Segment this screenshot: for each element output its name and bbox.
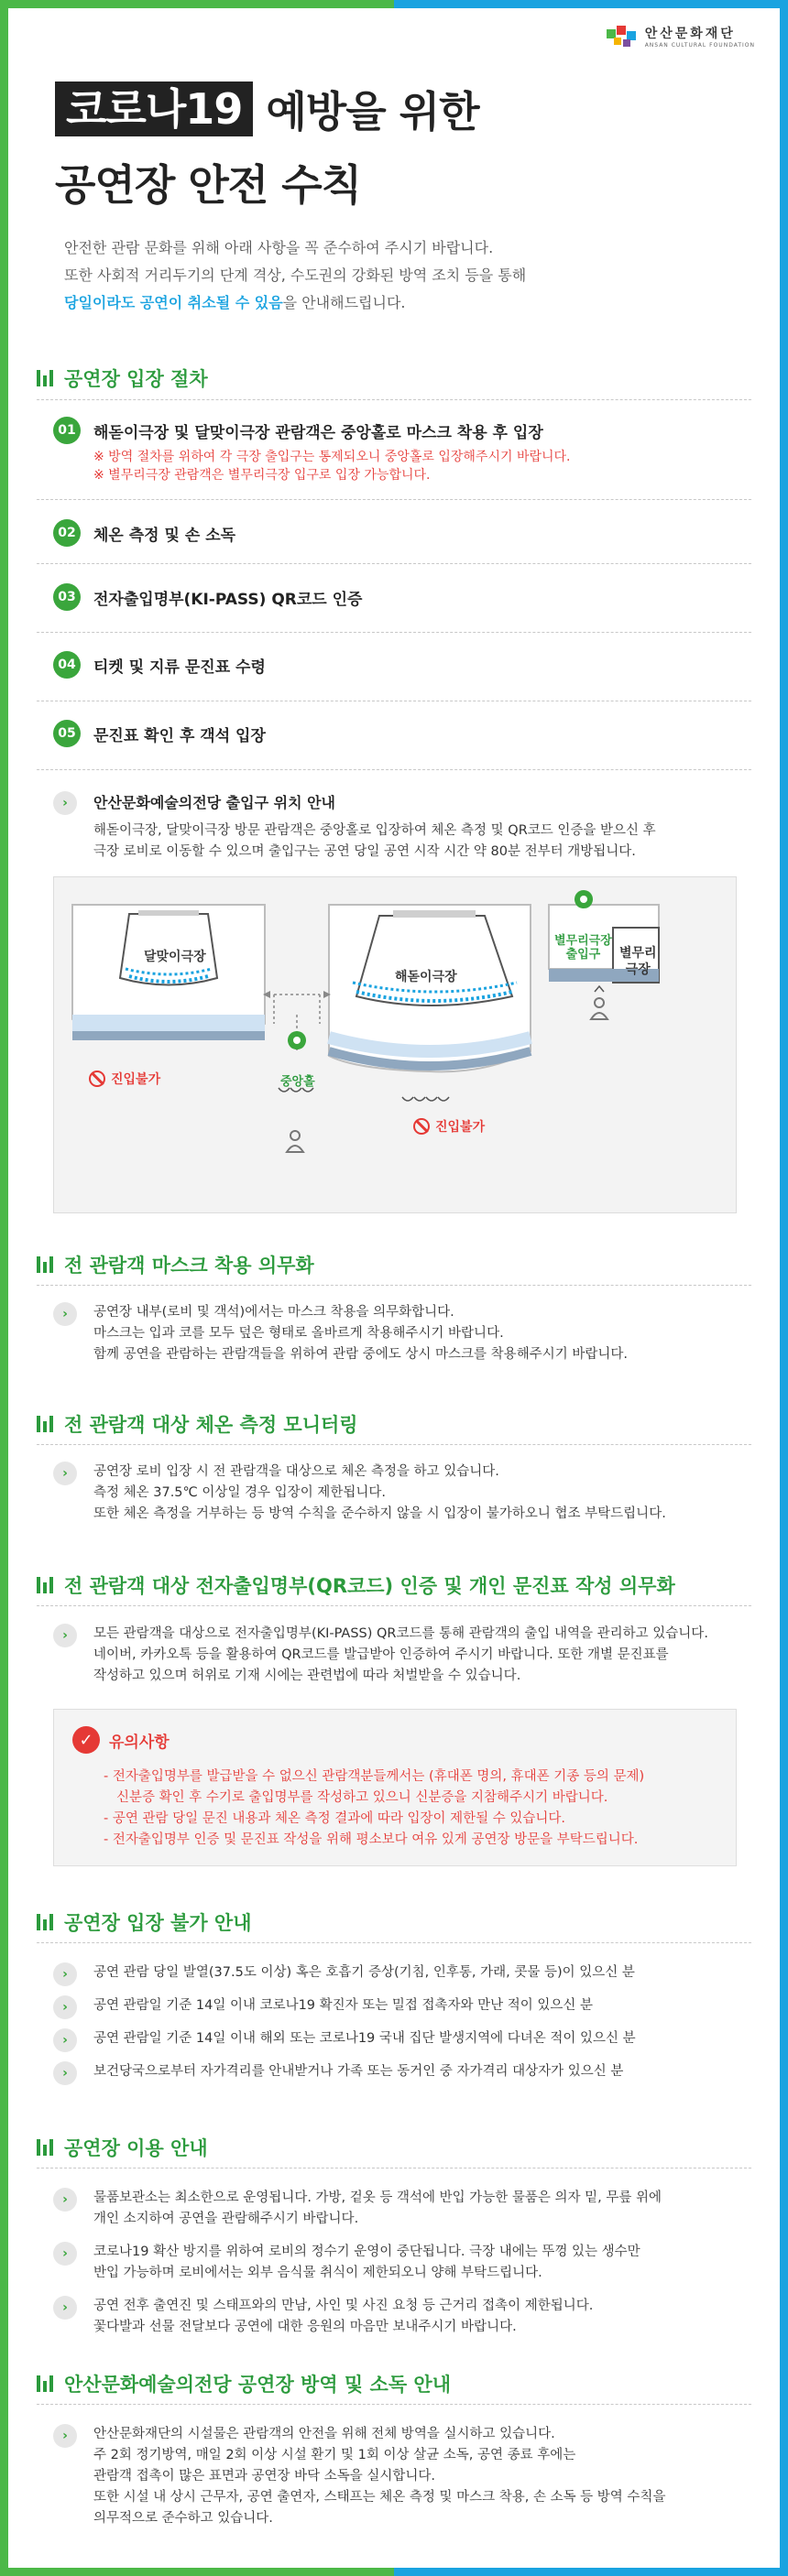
chevron-right-icon: › — [53, 1302, 77, 1326]
caution-list — [104, 1766, 644, 1851]
qr-line: 작성하고 있으며 허위로 기재 시에는 관련법에 따라 처벌받을 수 있습니다. — [93, 1668, 521, 1683]
step-1-note: ※ 별무리극장 관람객은 별무리극장 입구로 입장 가능합니다. — [93, 468, 431, 483]
map-byeolmuri-entrance-label: 별무리극장 — [554, 934, 612, 948]
map-byeolmuri-entrance — [554, 934, 612, 962]
usage-item — [53, 2188, 662, 2230]
step-5 — [53, 720, 266, 747]
section-title-text: 공연장 입장 불가 안내 — [64, 1912, 252, 1934]
chevron-right-icon: › — [53, 1962, 77, 1986]
temperature-item — [53, 1462, 666, 1525]
divider — [37, 632, 751, 633]
divider — [37, 769, 751, 770]
location-guide — [53, 791, 656, 863]
right-border — [780, 0, 788, 2576]
section-qr-title — [37, 1571, 675, 1599]
qr-line: 네이버, 카카오톡 등을 활용하여 QR코드를 발급받아 인증하여 주시기 바랍니다. 또한 개별 문진표를 — [93, 1647, 669, 1662]
location-title: 안산문화예술의전당 출입구 위치 안내 — [93, 794, 336, 811]
chevron-right-icon: › — [53, 2424, 77, 2448]
map-no-entry-left — [89, 1070, 160, 1088]
chevron-right-icon: › — [53, 1462, 77, 1485]
section-title-text: 전 관람객 대상 전자출입명부(QR코드) 인증 및 개인 문진표 작성 의무화 — [64, 1575, 675, 1597]
location-line: 해돋이극장, 달맞이극장 방문 관람객은 중앙홀로 입장하여 체온 측정 및 QR코드 인증을 받으신 후 — [93, 823, 656, 838]
caution-line: - 전자출입명부를 발급받을 수 없으신 관람객분들께서는 (휴대폰 명의, 휴대폰 기종 등의 문제) — [104, 1769, 645, 1784]
venue-floor-plan — [54, 877, 738, 1214]
step-number: 03 — [53, 583, 81, 611]
divider — [37, 499, 751, 500]
intro-line: 또한 사회적 거리두기의 단계 격상, 수도권의 강화된 방역 조치 등을 통해 — [64, 266, 527, 284]
denied-text: 공연 관람일 기준 14일 이내 코로나19 확진자 또는 밀접 접촉자와 만난 적이 있으신 분 — [93, 1998, 594, 2013]
caution-line: - 공연 관람 당일 문진 내용과 체온 측정 결과에 따라 입장이 제한될 수 있습니다. — [104, 1811, 565, 1826]
denied-text: 보건당국으로부터 자가격리를 안내받거나 가족 또는 동거인 중 자가격리 대상자가 있으신 분 — [93, 2064, 624, 2079]
caution-title: 유의사항 — [109, 1733, 170, 1752]
section-title-text: 전 관람객 대상 체온 측정 모니터링 — [64, 1414, 358, 1436]
left-border — [0, 0, 8, 2576]
chevron-right-icon: › — [53, 2028, 77, 2052]
map-haedoji-theater: 해돋이극장 — [395, 970, 457, 984]
usage-line: 코로나19 확산 방지를 위하여 로비의 정수기 운영이 중단됩니다. 극장 내에는 뚜껑 있는 생수만 — [93, 2244, 640, 2259]
chevron-right-icon: › — [53, 1624, 77, 1647]
map-byeolmuri-entrance-label: 출입구 — [565, 948, 601, 962]
logo-icon — [605, 22, 640, 49]
map-central-hall: 중앙홀 — [280, 1075, 315, 1089]
disinfection-line: 관람객 접촉이 많은 표면과 공연장 바닥 소독을 실시합니다. — [93, 2469, 436, 2484]
map-byeolmuri-theater — [619, 945, 657, 978]
step-label: 해돋이극장 및 달맞이극장 관람객은 중앙홀로 마스크 착용 후 입장 — [93, 423, 543, 442]
location-line: 극장 로비로 이동할 수 있으며 출입구는 공연 당일 공연 시작 시간 약 80분 전부터 개방됩니다. — [93, 844, 636, 859]
divider — [37, 563, 751, 564]
bar-chart-icon — [37, 1914, 53, 1930]
disinfection-item — [53, 2424, 665, 2529]
usage-line: 꽃다발과 선물 전달보다 공연에 대한 응원의 마음만 보내주시기 바랍니다. — [93, 2320, 517, 2334]
logo-name-en: ANSAN CULTURAL FOUNDATION — [644, 41, 755, 49]
step-1-note: ※ 방역 절차를 위하여 각 극장 출입구는 통제되오니 중앙홀로 입장해주시기 바랍니다. — [93, 450, 571, 464]
map-no-entry-center — [413, 1117, 485, 1136]
top-border — [0, 0, 788, 8]
no-entry-label: 진입불가 — [111, 1072, 161, 1087]
denied-item — [53, 1962, 635, 1986]
section-title-text: 안산문화예술의전당 공연장 방역 및 소독 안내 — [64, 2374, 451, 2396]
qr-item — [53, 1624, 708, 1687]
usage-line: 공연 전후 출연진 및 스태프와의 만남, 사인 및 사진 요청 등 근거리 접촉이 제한됩니다. — [93, 2299, 594, 2313]
mask-line: 함께 공연을 관람하는 관람객들을 위하여 관람 중에도 상시 마스크를 착용해주시기 바랍니다. — [93, 1347, 628, 1362]
step-number: 04 — [53, 651, 81, 679]
caution-box — [53, 1709, 737, 1866]
chevron-right-icon: › — [53, 2296, 77, 2320]
no-entry-icon — [89, 1071, 105, 1087]
bar-chart-icon — [37, 1577, 53, 1593]
bottom-border — [0, 2568, 788, 2576]
section-usage-title — [37, 2134, 208, 2161]
divider — [37, 399, 751, 400]
step-2 — [53, 519, 235, 547]
title-line1: 예방을 위한 — [266, 87, 479, 136]
no-entry-label: 진입불가 — [435, 1120, 486, 1135]
section-title-text: 전 관람객 마스크 착용 의무화 — [64, 1255, 314, 1277]
temperature-line: 측정 체온 37.5℃ 이상일 경우 입장이 제한됩니다. — [93, 1485, 386, 1500]
usage-line: 물품보관소는 최소한으로 운영됩니다. 가방, 겉옷 등 객석에 반입 가능한 물품은 의자 밑, 무릎 위에 — [93, 2190, 662, 2205]
denied-item — [53, 1995, 593, 2019]
bar-chart-icon — [37, 2375, 53, 2392]
logo-name-kr: 안산문화재단 — [644, 26, 736, 41]
section-denied-title — [37, 1908, 252, 1936]
section-disinfection-title — [37, 2370, 451, 2397]
intro-line: 안전한 관람 문화를 위해 아래 사항을 꼭 준수하여 주시기 바랍니다. — [64, 239, 494, 256]
chevron-right-icon: › — [53, 2242, 77, 2266]
step-label: 전자출입명부(KI-PASS) QR코드 인증 — [93, 590, 363, 609]
intro-line-rest: 을 안내해드립니다. — [282, 294, 406, 311]
step-label: 티켓 및 지류 문진표 수령 — [93, 658, 266, 677]
step-3 — [53, 583, 362, 611]
section-entry-title — [37, 364, 208, 392]
chevron-right-icon: › — [53, 2061, 77, 2085]
no-entry-icon — [413, 1118, 430, 1135]
temperature-line: 공연장 로비 입장 시 전 관람객을 대상으로 체온 측정을 하고 있습니다. — [93, 1464, 499, 1479]
qr-line: 모든 관람객을 대상으로 전자출입명부(KI-PASS) QR코드를 통해 관람객의 출입 내역을 관리하고 있습니다. — [93, 1626, 708, 1641]
disinfection-line: 안산문화재단의 시설물은 관람객의 안전을 위해 전체 방역을 실시하고 있습니다. — [93, 2427, 555, 2441]
page-title — [55, 79, 479, 212]
divider — [37, 2404, 751, 2405]
step-1 — [53, 417, 543, 444]
chevron-right-icon: › — [53, 1995, 77, 2019]
step-number: 02 — [53, 519, 81, 547]
denied-text: 공연 관람일 기준 14일 이내 해외 또는 코로나19 국내 집단 발생지역에 다녀온 적이 있으신 분 — [93, 2031, 636, 2046]
section-mask-title — [37, 1251, 314, 1278]
step-4 — [53, 651, 266, 679]
map-byeolmuri-label: 극장 — [625, 962, 651, 977]
mask-line: 공연장 내부(로비 및 객석)에서는 마스크 착용을 의무화합니다. — [93, 1305, 454, 1320]
section-title-text: 공연장 입장 절차 — [64, 368, 208, 390]
usage-line: 반입 가능하며 로비에서는 외부 음식물 취식이 제한되오니 양해 부탁드립니다. — [93, 2266, 542, 2280]
caution-line: - 전자출입명부 인증 및 문진표 작성을 위해 평소보다 여유 있게 공연장 방문을 부탁드립니다. — [104, 1832, 639, 1847]
cancel-warning: 당일이라도 공연이 취소될 수 있음 — [64, 294, 283, 311]
bar-chart-icon — [37, 1416, 53, 1432]
section-title-text: 공연장 이용 안내 — [64, 2137, 208, 2159]
bar-chart-icon — [37, 1256, 53, 1273]
bar-chart-icon — [37, 2139, 53, 2156]
section-temperature-title — [37, 1410, 358, 1438]
title-badge: 코로나19 — [55, 82, 253, 136]
map-byeolmuri-label: 별무리 — [619, 946, 657, 961]
denied-text: 공연 관람 당일 발열(37.5도 이상) 혹은 호흡기 증상(기침, 인후통, 가래, 콧물 등)이 있으신 분 — [93, 1965, 635, 1980]
disinfection-line: 의무적으로 준수하고 있습니다. — [93, 2511, 273, 2526]
denied-item — [53, 2028, 636, 2052]
disinfection-line: 또한 시설 내 상시 근무자, 공연 출연자, 스태프는 체온 측정 및 마스크 착용, 손 소독 등 방역 수칙을 — [93, 2490, 666, 2505]
step-label: 문진표 확인 후 객석 입장 — [93, 726, 266, 745]
divider — [37, 1285, 751, 1286]
step-label: 체온 측정 및 손 소독 — [93, 526, 236, 545]
mask-item — [53, 1302, 628, 1365]
map-dalmaji-theater: 달맞이극장 — [144, 950, 206, 964]
usage-item — [53, 2296, 593, 2338]
divider — [37, 1942, 751, 1943]
venue-map — [53, 876, 737, 1213]
usage-line: 개인 소지하여 공연을 관람해주시기 바랍니다. — [93, 2212, 359, 2226]
mask-line: 마스크는 입과 코를 모두 덮은 형태로 올바르게 착용해주시기 바랍니다. — [93, 1326, 504, 1341]
denied-item — [53, 2061, 623, 2085]
disinfection-line: 주 2회 정기방역, 매일 2회 이상 시설 환기 및 1회 이상 살균 소독, 공연 종료 후에는 — [93, 2448, 576, 2462]
title-line2: 공연장 안전 수칙 — [55, 160, 362, 210]
foundation-logo — [605, 22, 755, 49]
step-number: 05 — [53, 720, 81, 747]
divider — [37, 1605, 751, 1606]
chevron-right-icon: › — [53, 2188, 77, 2212]
bar-chart-icon — [37, 370, 53, 386]
caution-line: 신분증 확인 후 수기로 출입명부를 작성하고 있으니 신분증을 지참해주시기 바랍니다. — [116, 1790, 608, 1805]
temperature-line: 또한 체온 측정을 거부하는 등 방역 수칙을 준수하지 않을 시 입장이 불가하오니 협조 부탁드립니다. — [93, 1506, 666, 1521]
usage-item — [53, 2242, 640, 2284]
intro-line — [64, 289, 526, 317]
chevron-right-icon: › — [53, 791, 77, 815]
divider — [37, 1444, 751, 1445]
check-icon: ✓ — [72, 1726, 100, 1754]
intro-text — [64, 234, 526, 317]
step-number: 01 — [53, 417, 81, 444]
